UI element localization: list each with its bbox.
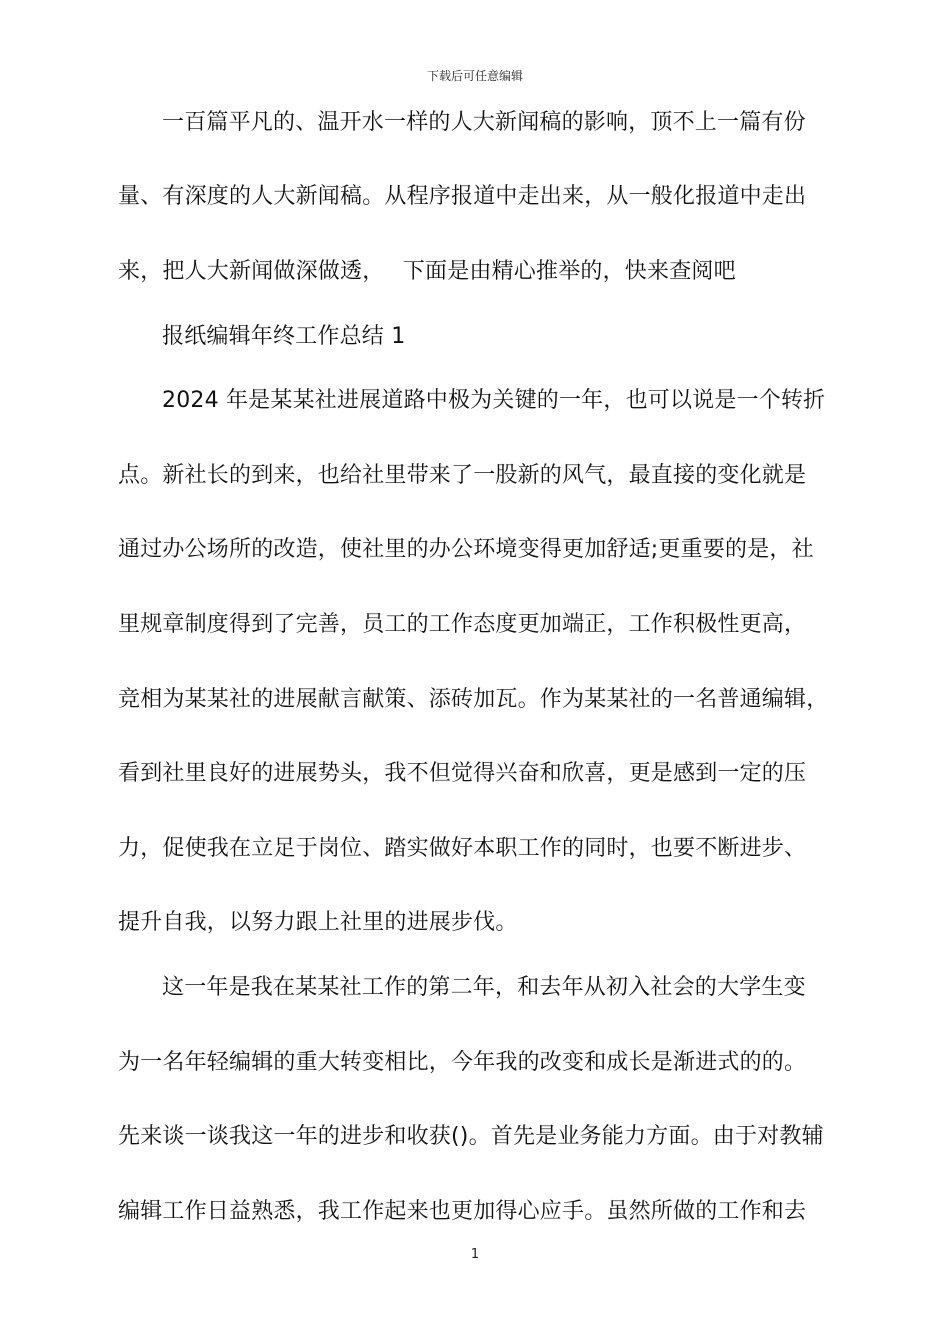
paragraph-line: 点。新社长的到来，也给社里带来了一股新的风气，最直接的变化就是	[118, 463, 807, 488]
paragraph-line: 通过办公场所的改造，使社里的办公环境变得更加舒适;更重要的是，社	[118, 537, 814, 562]
paragraph-line: 提升自我，以努力跟上社里的进展步伐。	[118, 910, 518, 935]
paragraph-line: 2024 年是某某社进展道路中极为关键的一年，也可以说是一个转折	[162, 388, 826, 413]
paragraph-line: 一百篇平凡的、温开水一样的人大新闻稿的影响，顶不上一篇有份	[162, 110, 806, 135]
paragraph-line: 这一年是我在某某社工作的第二年，和去年从初入社会的大学生变	[162, 975, 806, 1000]
page-number: 1	[470, 1247, 480, 1262]
paragraph-line: 看到社里良好的进展势头，我不但觉得兴奋和欣喜，更是感到一定的压	[118, 761, 807, 786]
paragraph-line: 里规章制度得到了完善，员工的工作态度更加端正，工作积极性更高，	[118, 612, 807, 637]
paragraph-line: 编辑工作日益熟悉，我工作起来也更加得心应手。虽然所做的工作和去	[118, 1199, 807, 1224]
paragraph-line: 先来谈一谈我这一年的进步和收获()。首先是业务能力方面。由于对教辅	[118, 1124, 824, 1149]
paragraph-line: 力，促使我在立足于岗位、踏实做好本职工作的同时，也要不断进步、	[118, 836, 807, 861]
paragraph-line: 量、有深度的人大新闻稿。从程序报道中走出来，从一般化报道中走出	[118, 184, 807, 209]
paragraph-line: 竞相为某某社的进展献言献策、添砖加瓦。作为某某社的一名普通编辑，	[118, 687, 829, 712]
page-header: 下载后可任意编辑	[426, 69, 523, 83]
paragraph-line: 来，把人大新闻做深做透， 下面是由精心推举的，快来查阅吧	[118, 259, 736, 284]
paragraph-line: 为一名年轻编辑的重大转变相比，今年我的改变和成长是渐进式的的。	[118, 1050, 807, 1075]
section-heading: 报纸编辑年终工作总结 1	[162, 324, 406, 349]
